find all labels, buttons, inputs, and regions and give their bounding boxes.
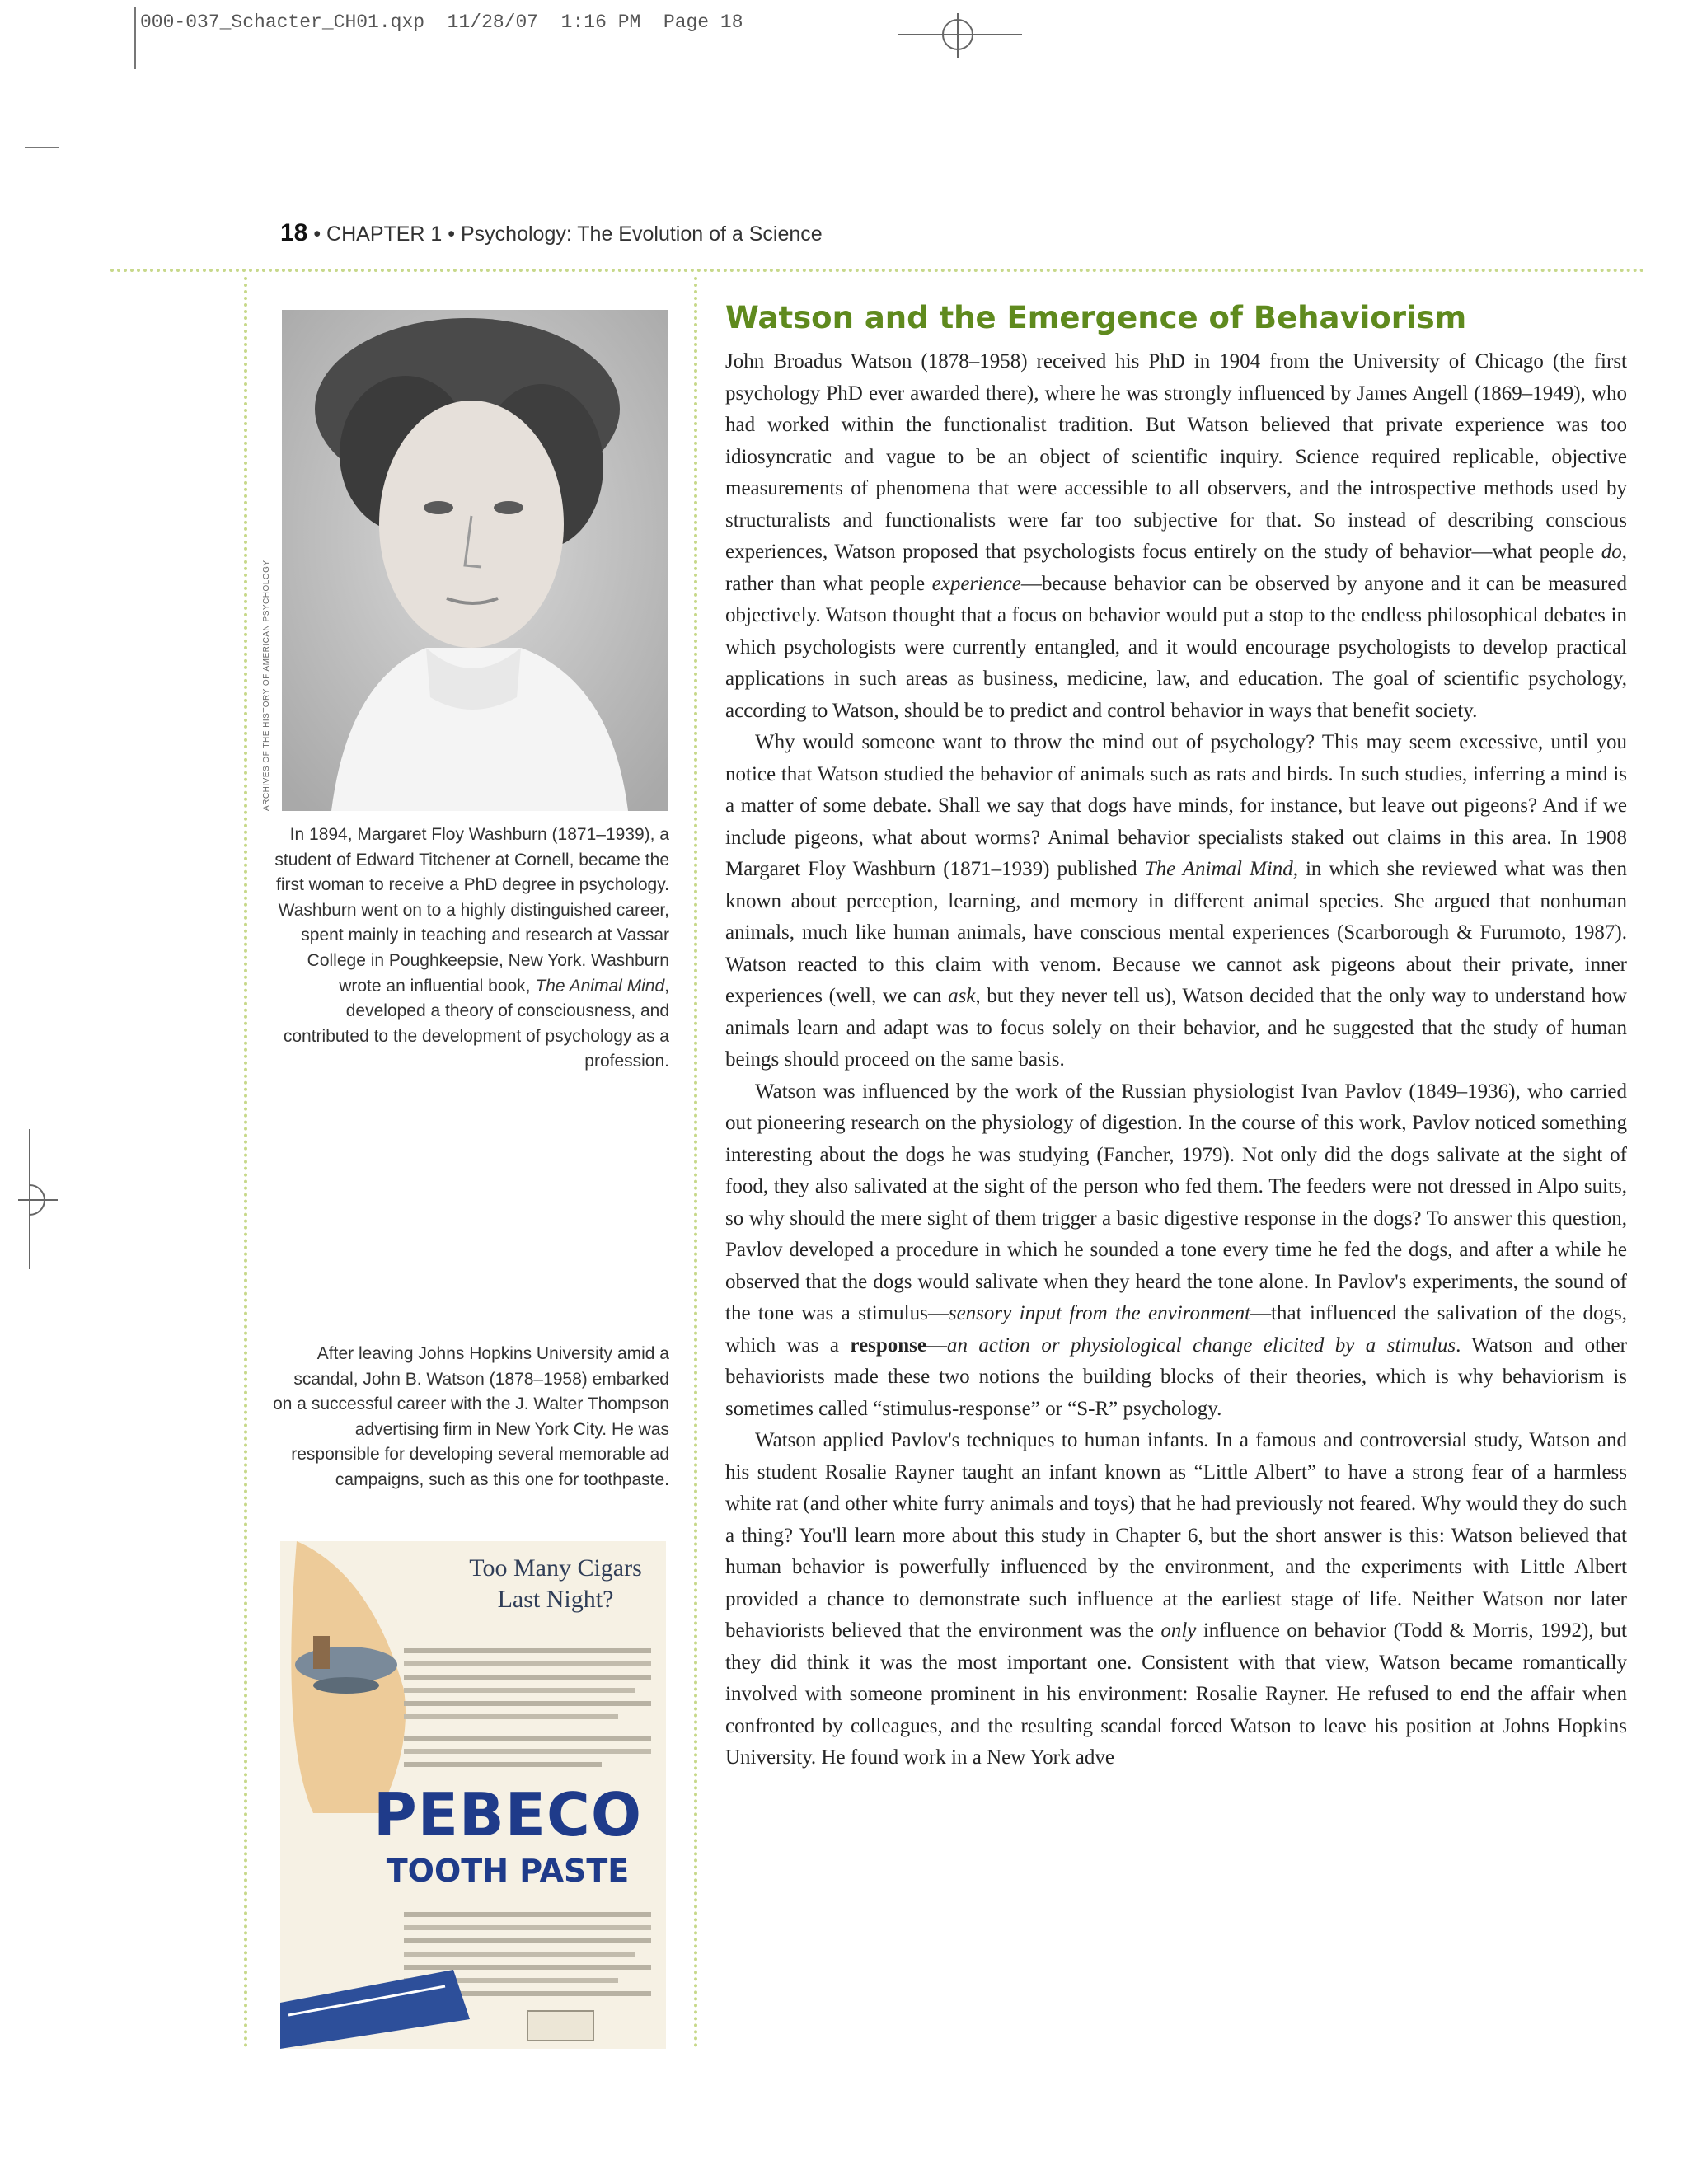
- section-heading: Watson and the Emergence of Behaviorism: [725, 300, 1467, 335]
- article-body: [725, 346, 1627, 2049]
- printer-slug: 000-037_Schacter_CH01.qxp 11/28/07 1:16 PM Page 18: [140, 12, 743, 33]
- registration-mark-icon: [18, 1129, 68, 1269]
- header-rule: [110, 269, 1645, 272]
- portrait-caption: In 1894, Margaret Floy Washburn (1871–1939), a student of Edward Titchener at Cornell, became the first woman to receive a PhD degree in psychology. Washburn went on to a highly distinguished career, spent mainly in teaching and research at Vassar College in Poughkeepsie, New York. Washburn wrote an influential book, The Animal Mind, developed a theory of consciousness, and contributed to the development of psychology as a profession.: [274, 825, 669, 1071]
- slug-bar: [134, 7, 136, 69]
- paragraph: Watson was influenced by the work of the Russian physiologist Ivan Pavlov (1849–1936), who carried out pioneering research on the physiology of digestion. In the course of this work, Pavlov noticed something interesting about the dogs he was studying (Fancher, 1979). Not only did the dogs salivate at the sight of food, they also salivated at the sight of the person who fed them. The feeders were not dressed in Alpo suits, so why should the mere sight of them trigger a basic digestive response in the dogs? To answer this question, Pavlov developed a procedure in which he sounded a tone every time he fed the dogs, and after a while he observed that the dogs would salivate when they heard the tone alone. In Pavlov's experiments, the sound of the tone was a stimulus—sensory input from the environment—that influenced the salivation of the dogs, which was a response—an action or physiological change elicited by a stimulus. Watson and other behaviorists made these two notions the building blocks of their theories, which is why behaviorism is sometimes called “stimulus-response” or “S-R” psychology.: [725, 1080, 1627, 1420]
- registration-mark-icon: [898, 10, 1022, 59]
- crop-mark: [25, 147, 59, 148]
- paragraph: Why would someone want to throw the mind out of psychology? This may seem excessive, until you notice that Watson studied the behavior of animals such as rats and birds. In such studies, inferring a mind is a matter of some debate. Shall we say that dogs have minds, for instance, but leave out pigeons? And if we include pigeons, what about worms? Animal behavior specialists staked out claims in this area. In 1908 Margaret Floy Washburn (1871–1939) published The Animal Mind, in which she reviewed what was then known about perception, learning, and memory in different animal species. She argued that nonhuman animals, much like human animals, have conscious mental experiences (Scarborough & Furumoto, 1987). Watson reacted to this claim with venom. Because we cannot ask pigeons about their private, inner experiences (well, we can ask, but they never tell us), Watson decided that the only way to understand how animals learn and adapt was to focus solely on their behavior, and he suggested that the study of human beings should proceed on the same basis.: [725, 731, 1627, 1071]
- margin-rule: [244, 277, 247, 2049]
- column-rule: [694, 277, 697, 2049]
- ad-product-name: TOOTH PASTE: [386, 1853, 630, 1889]
- portrait-image: [282, 310, 668, 811]
- ad-headline: Too Many Cigars Last Night?: [469, 1554, 642, 1613]
- separator: •: [442, 223, 461, 246]
- ad-brand-logo: PEBECO: [373, 1780, 643, 1849]
- portrait-photo: [282, 310, 668, 811]
- paragraph: John Broadus Watson (1878–1958) received his PhD in 1904 from the University of Chicago (the first psychology PhD ever awarded there), where he was strongly influenced by James Angell (1869–1949), who had worked within the functionalist tradition. But Watson believed that private experience was too idiosyncratic and vague to be an object of scientific inquiry. Science required replicable, objective measurements of phenomena that were accessible to all observers, and the introspective methods used by structuralists and functionalists were far too subjective for that. So instead of describing conscious experiences, Watson proposed that psychologists focus entirely on the study of behavior—what people do, rather than what people experience—because behavior can be observed by anyone and it can be measured objectively. Watson thought that a focus on behavior would put a stop to the endless philosophical debates in which psychologists were currently entangled, and it would encourage psychologists to develop practical applications in such areas as business, medicine, law, and education. The goal of scientific psychology, according to Watson, should be to predict and control behavior in ways that benefit society.: [725, 350, 1627, 722]
- photo-credit: ARCHIVES OF THE HISTORY OF AMERICAN PSYCHOLOGY: [262, 560, 271, 811]
- key-term: response: [850, 1333, 926, 1357]
- paragraph: Watson applied Pavlov's techniques to human infants. In a famous and controversial study, Watson and his student Rosalie Rayner taught an infant known as “Little Albert” to have a strong fear of a harmless white rat (and other white furry animals and toys) that he had previously not feared. Why would they do such a thing? You'll learn more about this study in Chapter 6, but the short answer is this: Watson believed that human behavior is powerfully influenced by the environment, and the experiments with Little Albert provided a chance to demonstrate such influence at the earliest stage of life. Neither Watson nor later behaviorists believed that the environment was the only influence on behavior (Todd & Morris, 1992), but they did think it was the most important one. Consistent with that view, Watson became romantically involved with someone prominent in his environment: Rosalie Rayner. He refused to end the affair when confronted by colleagues, and the resulting scandal forced Watson to leave his position at Johns Hopkins University. He found work in a New York adve: [725, 1429, 1627, 1769]
- chapter-title: Psychology: The Evolution of a Science: [461, 223, 823, 246]
- pebeco-advertisement: [280, 1541, 666, 2049]
- running-head: [280, 219, 823, 247]
- separator: •: [307, 223, 327, 246]
- chapter-label: CHAPTER 1: [326, 223, 443, 246]
- ad-caption: After leaving Johns Hopkins University amid a scandal, John B. Watson (1878–1958) embarked on a successful career with the J. Walter Thompson advertising firm in New York City. He was responsible for developing several memorable ad campaigns, such as this one for toothpaste.: [273, 1344, 669, 1489]
- page-number: 18: [280, 219, 308, 246]
